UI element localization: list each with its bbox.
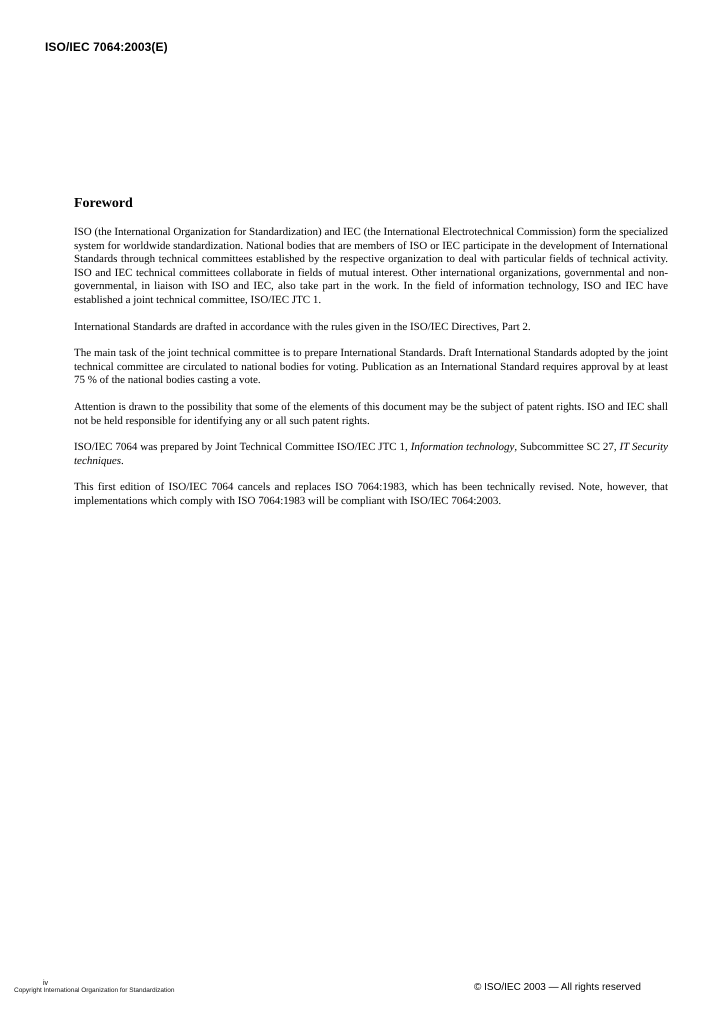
foreword-paragraph-2: International Standards are drafted in accordance with the rules given in the ISO/IEC Directives, Part 2. [74, 320, 531, 333]
document-id-header: ISO/IEC 7064:2003(E) [45, 40, 168, 54]
paragraph-5-text-2: , Subcommittee SC 27, [514, 441, 620, 454]
foreword-section [74, 195, 668, 522]
foreword-heading: Foreword [74, 196, 133, 211]
foreword-paragraph-3: The main task of the joint technical committee is to prepare International Standards. Draft International Standards adopted by the joint technical committee are circulated to national bodies for voting. Publication as an International Standard requires approval by at least 75 % of the national bodies casting a vote. [74, 347, 668, 387]
foreword-paragraph-1: ISO (the International Organization for Standardization) and IEC (the International Electrotechnical Commission) form the specialized system for worldwide standardization. National bodies that are members of ISO or IEC participate in the development of International Standards through technical committees established by the respective organization to deal with particular fields of technical activity. ISO and IEC technical committees collaborate in fields of mutual interest. Other international organizations, governmental and non-governmental, in liaison with ISO and IEC, also take part in the work. In the field of information technology, ISO and IEC have established a joint technical committee, ISO/IEC JTC 1. [74, 226, 668, 306]
foreword-paragraph-5 [74, 441, 668, 468]
copyright-left: Copyright International Organization for Standardization [14, 987, 175, 994]
foreword-paragraph-6: This first edition of ISO/IEC 7064 cancels and replaces ISO 7064:1983, which has been technically revised. Note, however, that implementations which comply with ISO 7064:1983 will be compliant with ISO/IEC 7064:2003. [74, 481, 668, 507]
foreword-paragraph-4: Attention is drawn to the possibility that some of the elements of this document may be the subject of patent rights. ISO and IEC shall not be held responsible for identifying any or all such patent rights. [74, 400, 668, 427]
committee-name-italic: Information technology [410, 441, 515, 454]
subcommittee-name-italic: IT Security techniques [74, 441, 669, 467]
paragraph-5-text-3: . [121, 454, 124, 467]
copyright-right: © ISO/IEC 2003 — All rights reserved [474, 982, 641, 993]
paragraph-5-text-1: ISO/IEC 7064 was prepared by Joint Technical Committee ISO/IEC JTC 1, [74, 441, 411, 454]
page-number: iv [43, 980, 49, 987]
